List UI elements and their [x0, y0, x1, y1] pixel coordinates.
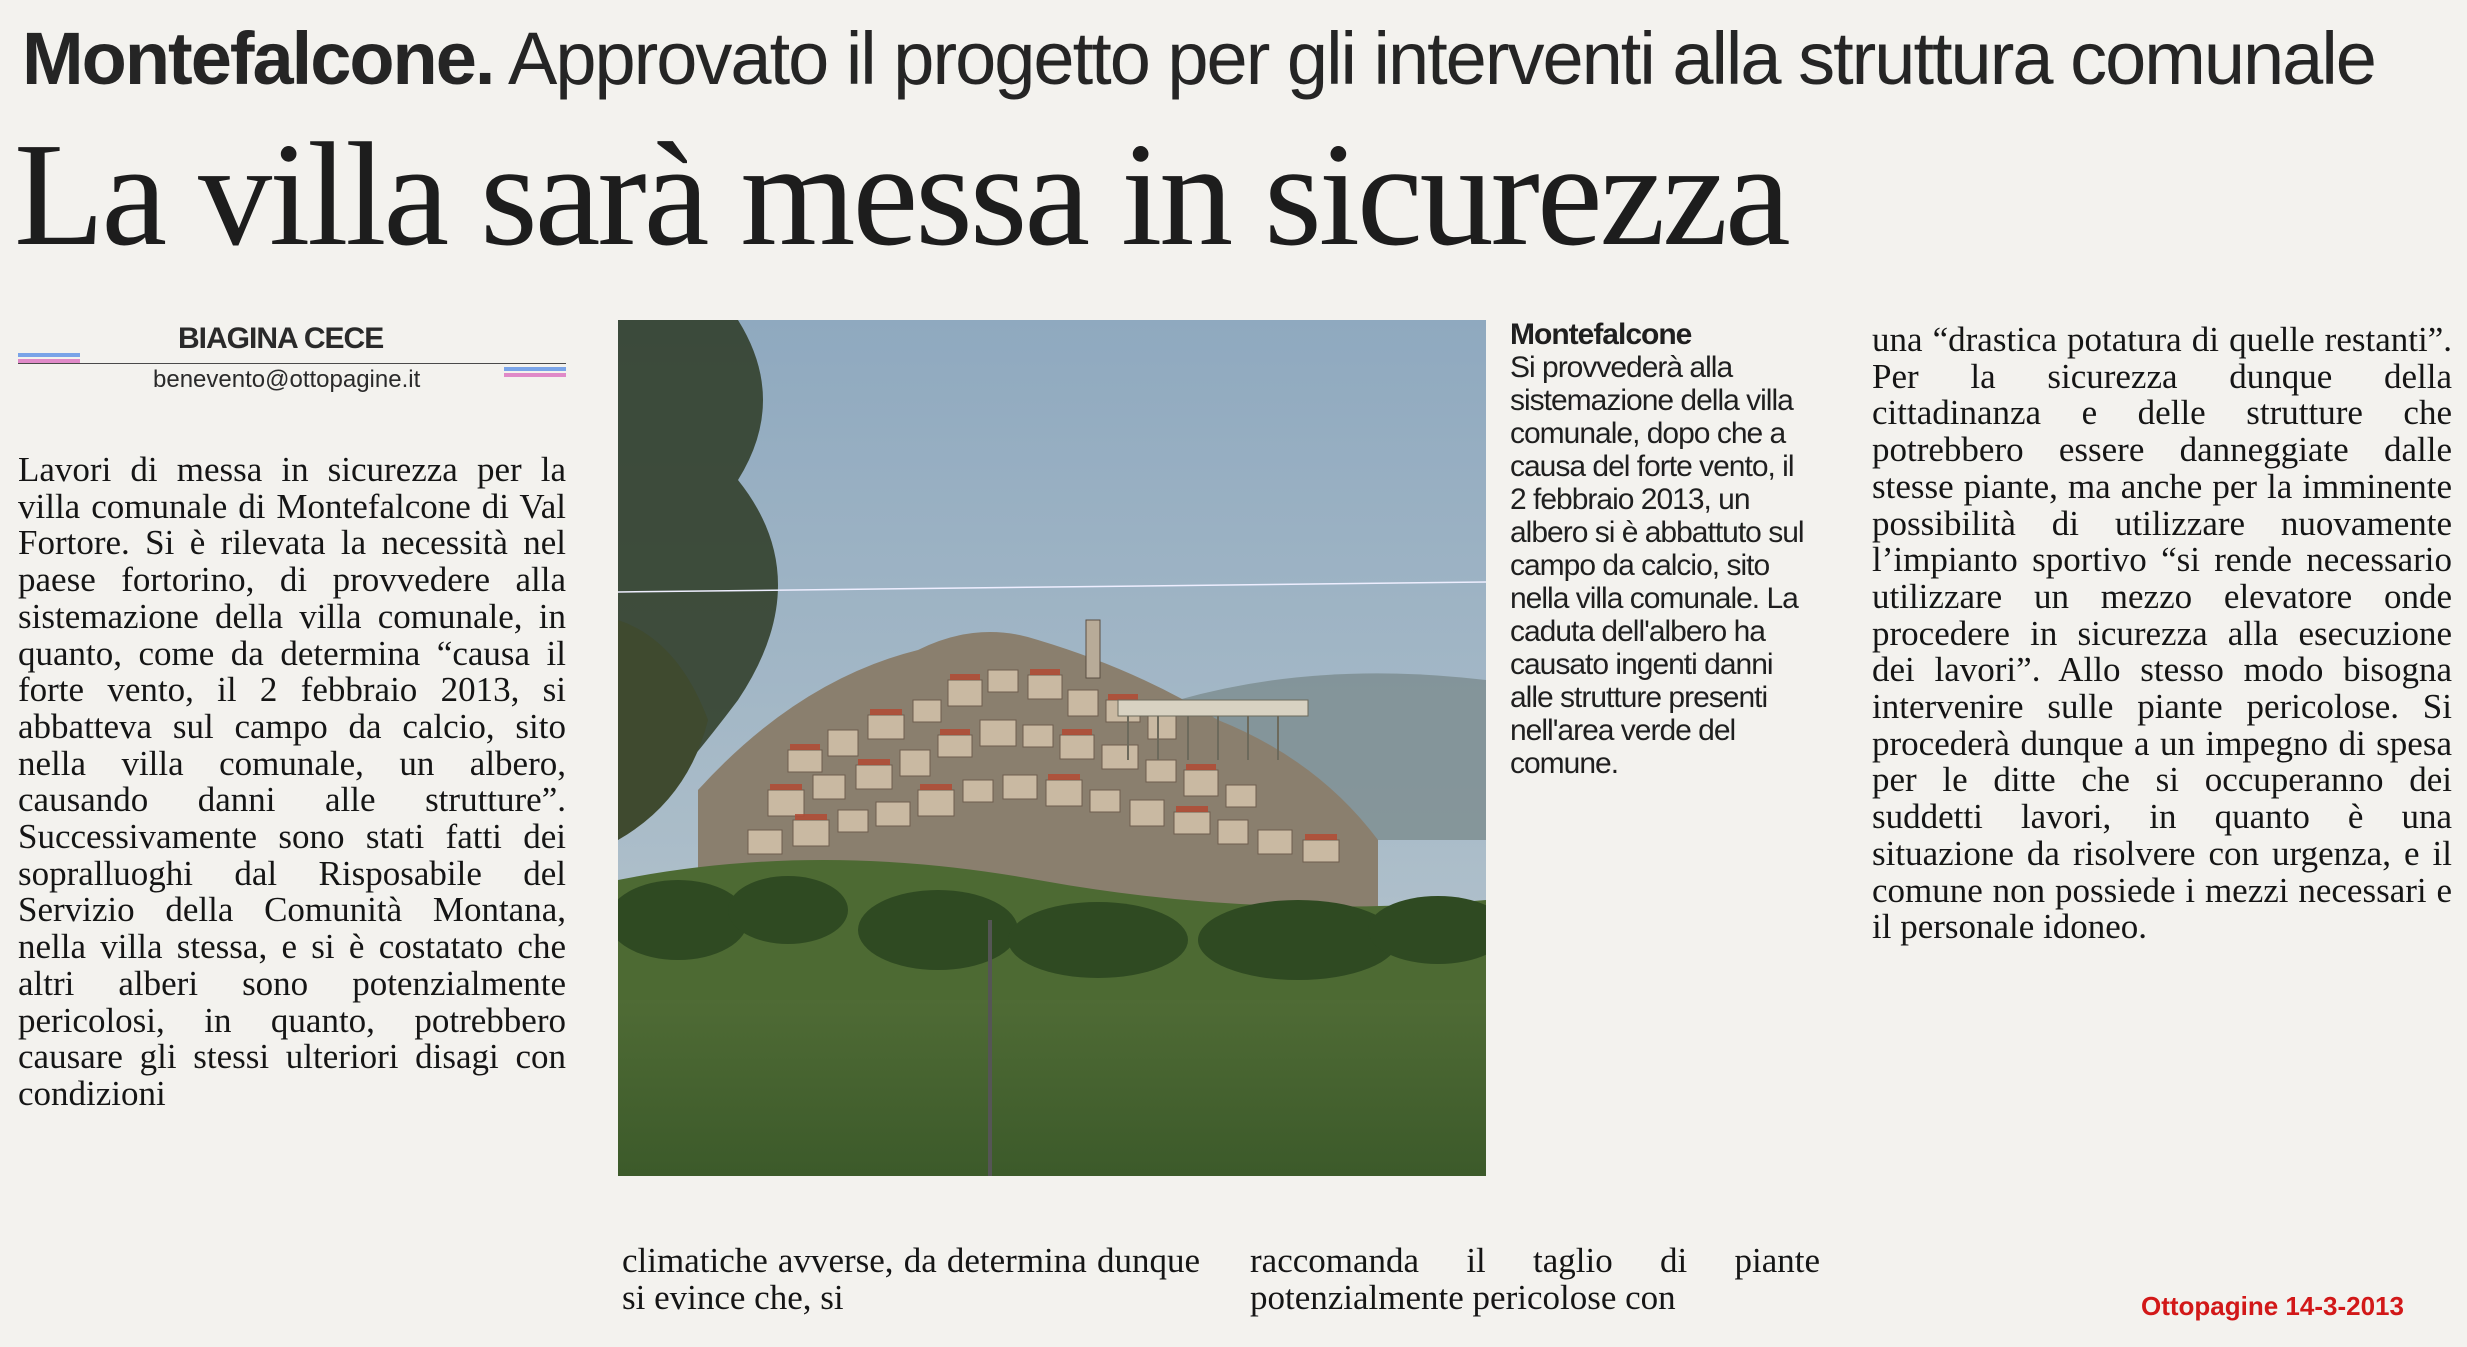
article-text-col1: Lavori di messa in sicurezza per la villa comunale di Montefalcone di Val Fortore. Si è rilevata la necessità nel paese fortorino, di provvedere alla sistemazione della villa comunale, in quanto, come da determina “causa il forte vento, il 2 febbraio 2013, si abbatteva sul campo da calcio, sito nella villa comunale, un albero, causando danni alle strutture”. Successivamente sono stati fatti dei sopralluoghi dal Risposabile del Servizio della Comunità Montana, nella villa stessa, e si è costatato che altri alberi sono potenzialmente pericolosi, in quanto, potrebbero causare gli stessi ulteriori disagi con condizioni	[18, 450, 566, 1113]
kicker	[22, 14, 2375, 104]
sidebar-place: Montefalcone	[1510, 318, 1692, 351]
kicker-subtitle: Approvato il progetto per gli interventi alla struttura comunale	[507, 17, 2375, 100]
article-column-2	[622, 1243, 1200, 1316]
sidebar-text: Si provvederà alla sistemazione della villa comunale, dopo che a causa del forte vento, il 2 febbraio 2013, un albero si è abbattuto sul campo da calcio, sito nella villa comunale. La caduta dell'albero ha causato ingenti danni alle strutture presenti nell'area verde del comune.	[1510, 351, 1804, 780]
article-text-col3: raccomanda il taglio di piante potenzialmente pericolose con	[1250, 1241, 1820, 1317]
village-photo-illustration	[618, 320, 1486, 1176]
byline	[18, 322, 566, 393]
byline-author: BIAGINA CECE	[178, 322, 384, 355]
headline: La villa sarà messa in sicurezza	[14, 113, 1788, 277]
byline-rule	[18, 363, 566, 364]
source-credit: Ottopagine 14-3-2013	[2141, 1291, 2404, 1321]
article-text-col4: una “drastica potatura di quelle restanti”. Per la sicurezza dunque della cittadinanza e delle strutture che potrebbero essere danneggiate dalle stesse piante, ma anche per la imminente possibilità di utilizzare nuovamente l’impianto sportivo “si rende necessario utilizzare un mezzo elevatore onde procedere in sicurezza alla esecuzione dei lavori”. Allo stesso modo bisogna intervenire sulle piante pericolose. Si procederà dunque a un impegno di spesa per le ditte che si occuperanno dei suddetti lavori, in quanto è una situazione da risolvere con urgenza, e il comune non possiede i mezzi necessari e il personale idoneo.	[1872, 320, 2452, 947]
sidebar	[1510, 318, 1816, 780]
byline-decoration-left	[18, 353, 80, 363]
village-photo	[618, 320, 1486, 1176]
article-column-4	[1872, 322, 2452, 946]
byline-decoration-right	[504, 367, 566, 377]
article-column-1	[18, 452, 566, 1113]
byline-email: benevento@ottopagine.it	[153, 366, 421, 393]
article-column-3	[1250, 1243, 1820, 1316]
kicker-place: Montefalcone.	[22, 17, 494, 100]
article-text-col2: climatiche avverse, da determina dunque si evince che, si	[622, 1241, 1200, 1317]
